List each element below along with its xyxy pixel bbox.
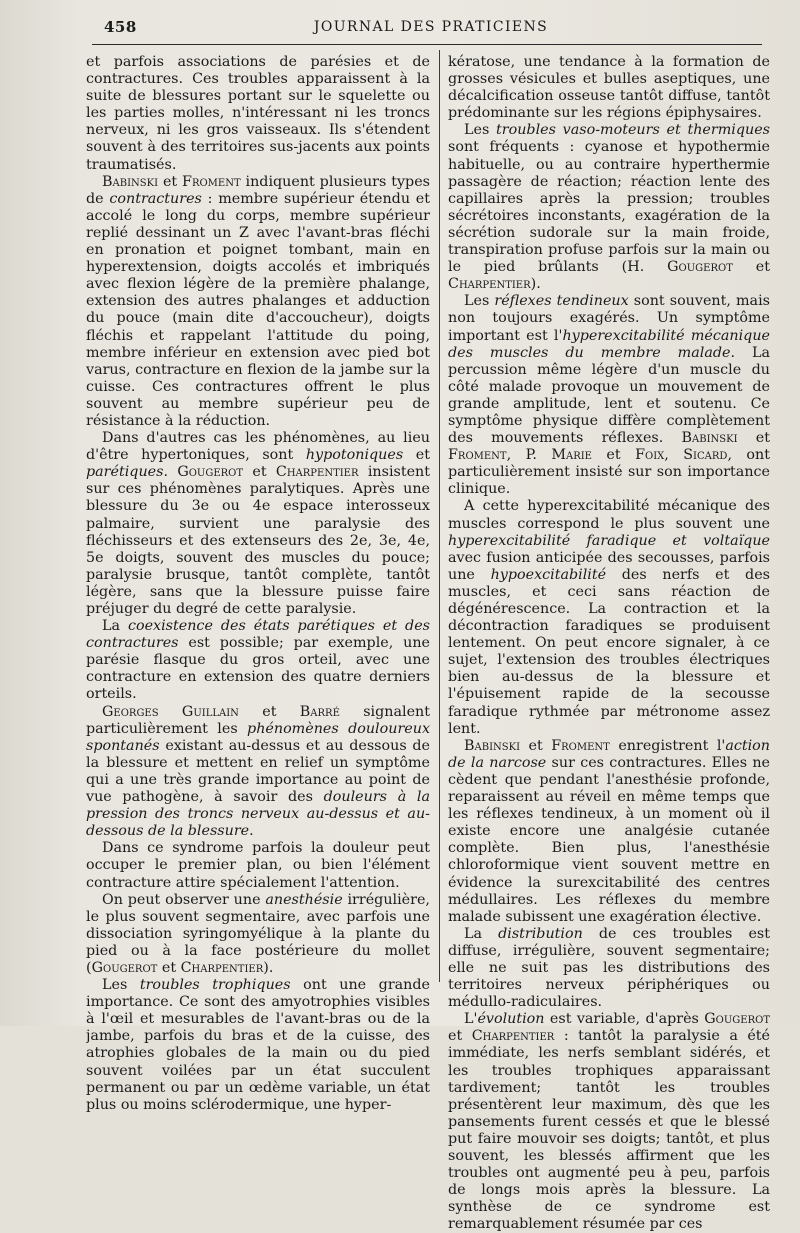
author-name: Gougerot [704,1011,770,1028]
italic-term: distribution [498,925,583,942]
paragraph-reflexes: Les réflexes tendineux sont souvent, mais non toujours exagérés. Un symptôme important est l'hyperexcitabilité mécanique des muscles du membre malade. La percussion même légère d'un muscle du côté malade provoque un mouvement de grande amplitude, lent et soutenu. Ce symptôme physique diffère complètement des mouvements réflexes. Babinski et Froment, P. Marie et Foix, Sicard, ont particulièrement insisté sur son importance clinique. [448,293,770,498]
author-name: Charpentier [275,464,359,481]
italic-term: contractures [109,190,202,207]
header-rule [92,44,762,45]
author-name: Froment [551,737,610,754]
author-name: Barré [299,703,340,720]
author-name: Froment [182,173,241,190]
journal-title: JOURNAL DES PRATICIENS [313,19,549,35]
author-name: Charpentier [180,959,264,976]
paragraph-trophic: Les troubles trophiques ont une grande importance. Ce sont des amyotrophies visibles à l'œil et mesurables de l'avant-bras ou de la jambe, parfois du bras et de la cuisse, des atrophies globales de la main ou du pied souvent voilées par un état succulent permanent ou par un œdème variable, un état plus ou moins sclérodermique, une hyper- [86,977,430,1113]
italic-term: phénomènes douloureux spontanés [86,720,430,754]
paragraph-vasomotor: Les troubles vaso-moteurs et thermiques sont fréquents : cyanose et hypothermie habituelle, ou au contraire hyperthermie passagère de réaction; réaction lente des capillaires après la pression; troubles sécrétoires inconstants, exagération de la sécrétion sudorale sur la main froide, transpiration profuse parfois sur la main ou le pied brûlants (H. Gougerot et Charpentier). [448,122,770,293]
author-name: Babinski [102,173,159,190]
paragraph-coexistence: La coexistence des états parétiques et des contractures est possible; par exemple, une parésie flasque du gros orteil, avec une contracture en extension des quatre derniers orteils. [86,618,430,703]
author-name: Charpentier [471,1028,555,1045]
paragraph-hypotonic: Dans d'autres cas les phénomènes, au lieu d'être hypertoniques, sont hypotoniques et parétiques. Gougerot et Charpentier insistent sur ces phénomènes paralytiques. Après une blessure du 3e ou 4e espace interosseux palmaire, survient une paralysie des fléchisseurs et des extenseurs des 2e, 3e, 4e, 5e doigts, souvent des muscles du pouce; paralysie brusque, tantôt complète, tantôt légère, sans que la blessure puisse faire préjuger du degré de cette paralysie. [86,430,430,617]
italic-term: anesthésie [265,891,343,908]
italic-term: coexistence des états parétiques et des contractures [86,618,430,652]
italic-term: parétiques [86,464,164,481]
italic-term: réflexes tendineux [494,293,629,310]
author-name: Babinski [464,737,521,754]
author-name: Marie [551,447,592,464]
author-name: Gougerot [177,464,244,481]
author-name: Gougerot [667,259,733,276]
italic-term: hyperexcitabilité mécanique des muscles du membre malade [448,327,770,361]
italic-term: action de la narcose [448,737,770,771]
italic-term: troubles trophiques [139,977,291,994]
right-column [448,54,770,1233]
author-name: Sicard [683,447,728,464]
italic-term: troubles vaso-moteurs et thermiques [496,122,770,139]
italic-term: hypoexcitabilité [490,566,607,583]
paragraph: Dans ce syndrome parfois la douleur peut occuper le premier plan, ou bien l'élément contracture attire spécialement l'attention. [86,840,430,891]
italic-term: douleurs à la pression des troncs nerveux au-dessus et au-dessous de la blessure [86,789,430,840]
paragraph-anesthesia: On peut observer une anesthésie irrégulière, le plus souvent segmentaire, avec parfois une dissociation syringomyélique à la plante du pied ou à la face postérieure du mollet (Gougerot et Charpentier). [86,891,430,976]
author-name: Froment [448,447,507,464]
paragraph: et parfois associations de parésies et de contractures. Ces troubles apparaissent à la suite de blessures portant sur le squelette ou les parties molles, n'intéressant ni les troncs nerveux, ni les gros vaisseaux. Ils s'étendent souvent à des territoires sus-jacents aux points traumatisés. [86,54,430,173]
paragraph-contractures: Babinski et Froment indiquent plusieurs types de contractures : membre supérieur étendu et accolé le long du corps, membre supérieur replié dessinant un Z avec l'avant-bras fléchi en pronation et poignet tombant, main en hyperextension, doigts accolés et imbriqués avec flexion légère de la première phalange, extension des autres phalanges et adduction du pouce (main dite d'accoucheur), doigts fléchis et rappelant l'attitude du poing, membre inférieur en extension avec pied bot varus, contracture en flexion de la jambe sur la cuisse. Ces contractures offrent le plus souvent au membre supérieur peu de résistance à la réduction. [86,173,430,429]
italic-term: hyperexcitabilité faradique et voltaïque [448,532,770,549]
paragraph: kératose, une tendance à la formation de grosses vésicules et bulles aseptiques, une décalcification osseuse tantôt diffuse, tantôt prédominante sur les régions épiphysaires. [448,54,770,122]
author-name: Gougerot [91,959,158,976]
running-header [104,18,758,42]
column-divider [439,50,440,982]
author-name: Charpentier [448,276,531,293]
author-name: Babinski [681,430,738,447]
paragraph-pain: Georges Guillain et Barré signalent particulièrement les phénomènes douloureux spontanés existant au-dessus et au dessous de la blessure et mettent en relief un symptôme qui a une très grande importance au point de vue pathogène, à savoir des douleurs à la pression des troncs nerveux au-dessus et au-dessous de la blessure. [86,703,430,840]
paragraph-narcosis: Babinski et Froment enregistrent l'action de la narcose sur ces contractures. Elles ne cèdent que pendant l'anesthésie profonde, reparaissent au réveil en même temps que les réflexes tendineux, à un moment où il existe encore une analgésie cutanée complète. Bien plus, l'anesthésie chloroformique vient souvent mettre en évidence la surexcitabilité des centres médullaires. Les réflexes du membre malade subissent une exagération élective. [448,737,770,925]
italic-term: évolution [477,1011,545,1028]
italic-term: hypotoniques [305,447,404,464]
author-name: Georges Guillain [102,703,239,720]
left-column [86,54,430,1114]
paragraph-distribution: La distribution de ces troubles est diffuse, irrégulière, souvent segmentaire; elle ne suit pas les distributions des territoires nerveux périphériques ou médullo-radiculaires. [448,925,770,1011]
page-number: 458 [104,18,137,36]
paragraph-excitability: A cette hyperexcitabilité mécanique des muscles correspond le plus souvent une hyperexcitabilité faradique et voltaïque avec fusion anticipée des secousses, parfois une hypoexcitabilité des nerfs et des muscles, et ceci sans réaction de dégénérescence. La contraction et la décontraction faradiques se produisent lentement. On peut encore signaler, à ce sujet, l'extension des troubles électriques bien au-dessus de la blessure et l'épuisement rapide de la secousse faradique rythmée par métronome assez lent. [448,498,770,737]
author-name: Foix [635,447,665,464]
paragraph-evolution: L'évolution est variable, d'après Gougerot et Charpentier : tantôt la paralysie a été immédiate, les nerfs semblant sidérés, et les troubles trophiques apparaissant tardivement; tantôt les troubles présentèrent leur maximum, dès que les pansements furent cessés et que le blessé put faire mouvoir ses doigts; tantôt, et plus souvent, les blessés affirment que les troubles ont augmenté peu à peu, parfois de longs mois après la blessure. La synthèse de ce syndrome est remarquablement résumée par ces [448,1011,770,1233]
